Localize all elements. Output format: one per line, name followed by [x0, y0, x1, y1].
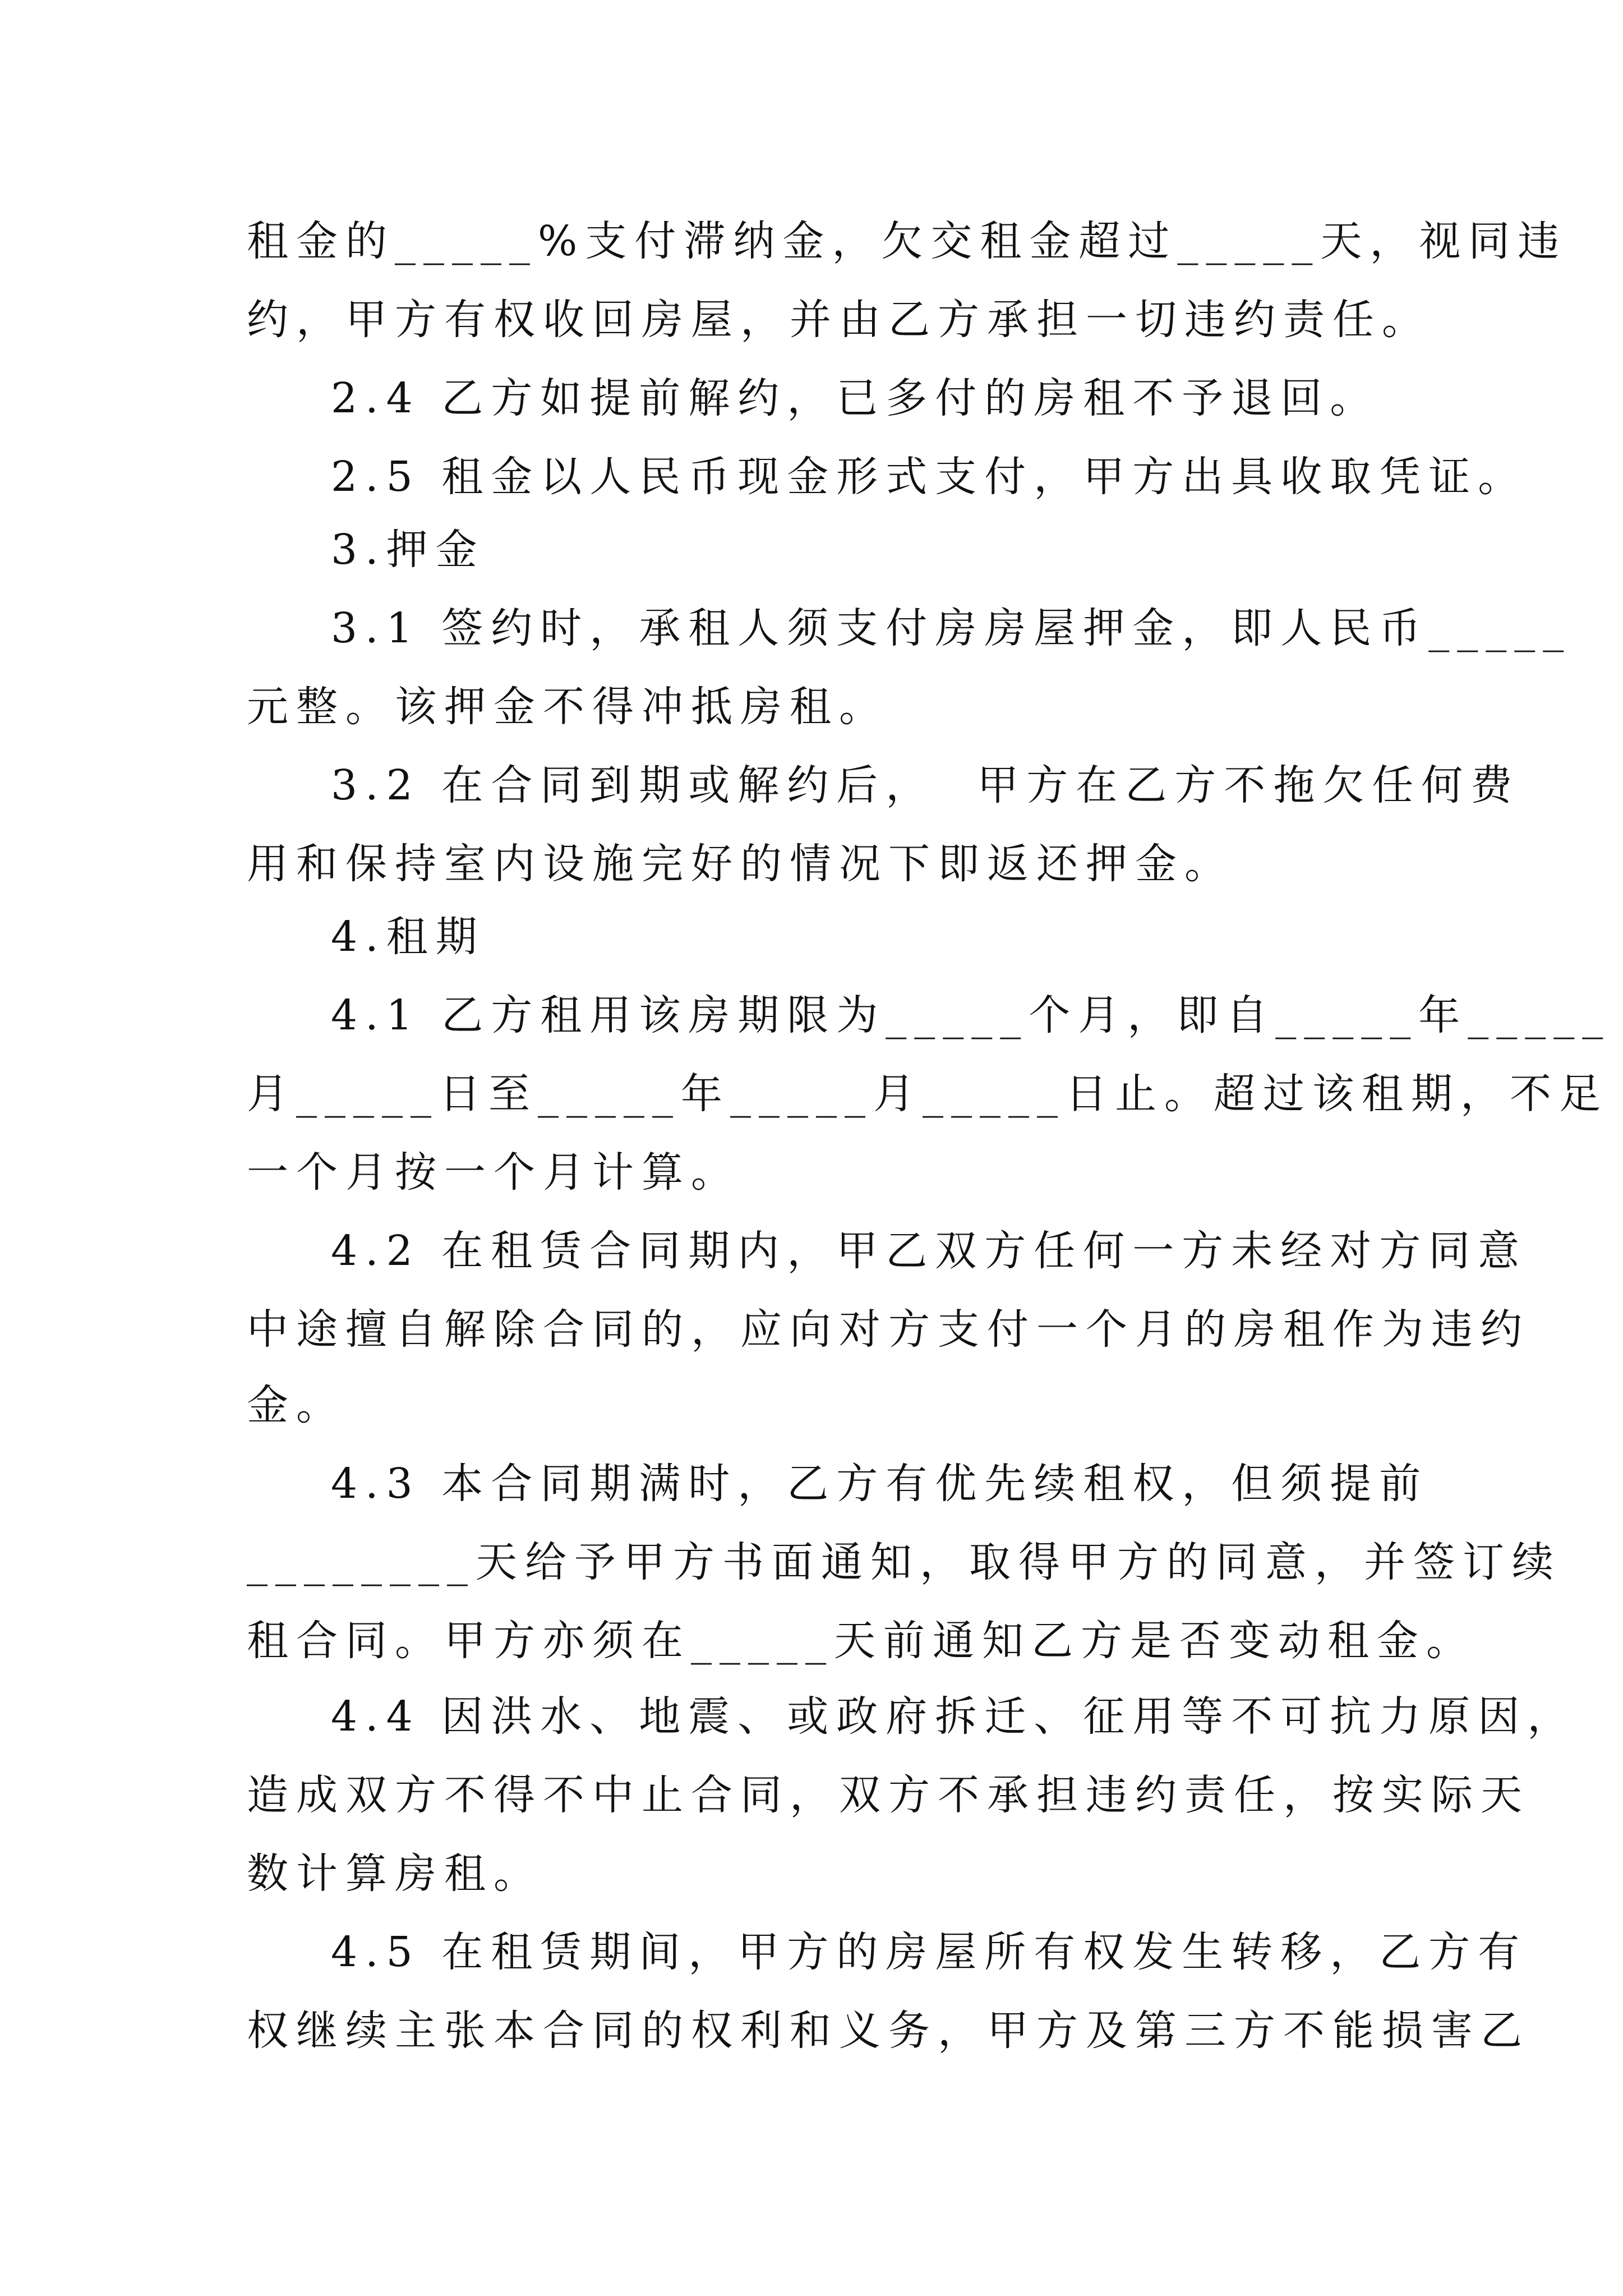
- text-line: 4.5 在租赁期间，甲方的房屋所有权发生转移，乙方有: [331, 1928, 1528, 1976]
- text-line: 元整。该押金不得冲抵房租。: [247, 683, 888, 731]
- text-line: 月_____日至_____年_____月_____日止。超过该租期，不足: [247, 1070, 1608, 1118]
- section-heading: 3.押金: [331, 526, 485, 574]
- text-line: 租合同。甲方亦须在_____天前通知乙方是否变动租金。: [247, 1617, 1476, 1665]
- text-line: 金。: [247, 1381, 345, 1429]
- text-line: ________天给予甲方书面通知，取得甲方的同意，并签订续: [247, 1538, 1561, 1586]
- section-heading: 4.租期: [331, 913, 485, 961]
- text-line: 3.2 在合同到期或解约后， 甲方在乙方不拖欠任何费: [331, 761, 1520, 809]
- text-line: 2.4 乙方如提前解约，已多付的房租不予退回。: [331, 374, 1380, 422]
- text-line: 数计算房租。: [247, 1849, 543, 1898]
- text-line: 4.2 在租赁合同期内，甲乙双方任何一方未经对方同意: [331, 1227, 1528, 1275]
- text-line: 用和保持室内设施完好的情况下即返还押金。: [247, 840, 1234, 888]
- text-line: 造成双方不得不中止合同，双方不承担违约责任，按实际天: [247, 1771, 1530, 1819]
- text-line: 2.5 租金以人民币现金形式支付，甲方出具收取凭证。: [331, 453, 1528, 501]
- text-line: 3.1 签约时，承租人须支付房房屋押金，即人民币_____: [331, 604, 1572, 652]
- text-line: 一个月按一个月计算。: [247, 1148, 740, 1197]
- text-line: 约，甲方有权收回房屋，并由乙方承担一切违约责任。: [247, 296, 1431, 344]
- text-line: 4.3 本合同期满时，乙方有优先续租权，但须提前: [331, 1460, 1429, 1508]
- text-line: 中途擅自解除合同的，应向对方支付一个月的房租作为违约: [247, 1305, 1530, 1354]
- text-line: 权继续主张本合同的权利和义务，甲方及第三方不能损害乙: [247, 2007, 1530, 2055]
- text-line: 租金的_____%支付滞纳金，欠交租金超过_____天，视同违: [247, 217, 1567, 265]
- text-line: 4.1 乙方租用该房期限为_____个月，即自_____年_____: [331, 991, 1611, 1039]
- text-line: 4.4 因洪水、地震、或政府拆迁、征用等不可抗力原因，: [331, 1692, 1577, 1741]
